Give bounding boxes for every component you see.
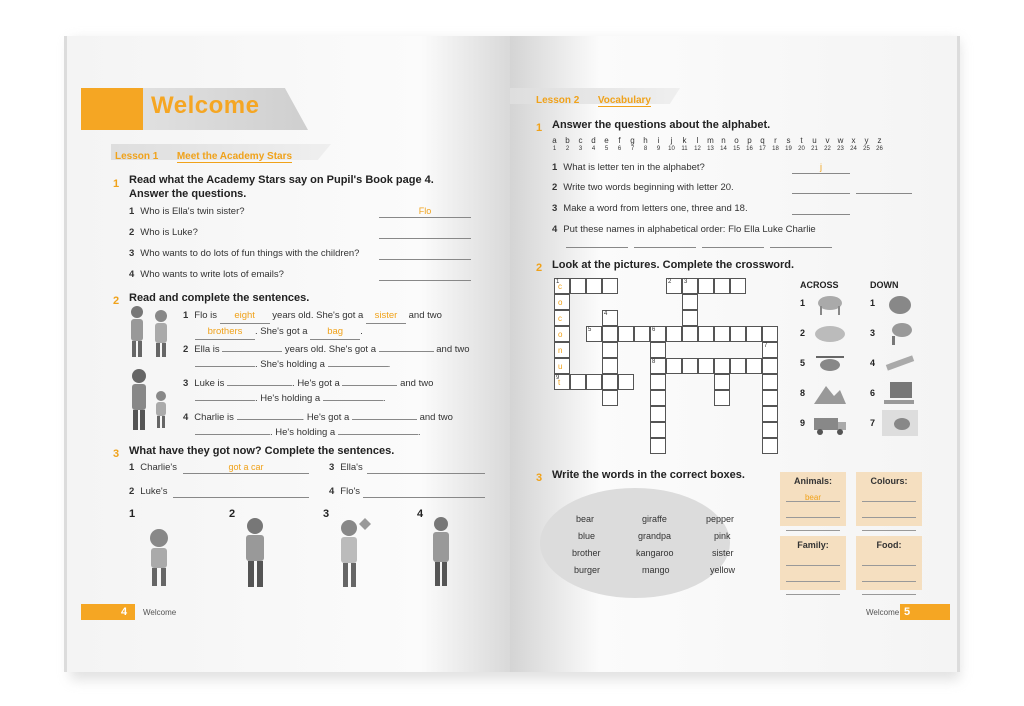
crossword-cell[interactable] — [650, 406, 666, 422]
crossword-number: 7 — [764, 343, 768, 349]
alphabet-number: 2 — [565, 146, 570, 152]
crossword-cell[interactable] — [650, 342, 666, 358]
alphabet-number: 15 — [733, 146, 740, 152]
crossword-cell[interactable] — [570, 278, 586, 294]
crossword-cell[interactable] — [762, 390, 778, 406]
alphabet-letter: k — [682, 136, 687, 145]
alphabet-letter: t — [800, 136, 803, 145]
crossword-number: 1 — [556, 279, 560, 285]
alphabet-letter: e — [604, 136, 609, 145]
word: giraffe — [642, 514, 667, 524]
exercise-1 — [113, 174, 119, 192]
question-row: 2 Write two words beginning with letter 20. — [552, 182, 734, 193]
word: pepper — [706, 514, 735, 524]
exercise-2-heading: Look at the pictures. Complete the crossword. — [552, 259, 795, 271]
alphabet-number: 1 — [552, 146, 557, 152]
alphabet-number: 6 — [617, 146, 622, 152]
boy-with-car-illustration — [143, 526, 183, 590]
exercise-1-heading: Answer the questions about the alphabet. — [552, 119, 771, 131]
alphabet-letter: a — [552, 136, 557, 145]
question-row: 2 Who is Luke? — [129, 227, 198, 238]
crossword-cell[interactable] — [650, 422, 666, 438]
alphabet-number: 10 — [668, 146, 675, 152]
lesson-label: Lesson 1 — [115, 151, 159, 162]
word: yellow — [710, 565, 736, 575]
footer-text: Welcome — [866, 608, 900, 617]
lesson-header — [536, 90, 651, 108]
crossword-cell[interactable] — [554, 326, 570, 342]
answer-line[interactable]: Flo — [379, 206, 471, 218]
answer-line[interactable] — [770, 236, 832, 248]
answer-line[interactable] — [367, 462, 485, 474]
alphabet-number: 24 — [850, 146, 857, 152]
word: bear — [576, 514, 595, 524]
crossword-cell[interactable] — [682, 294, 698, 310]
answer-line[interactable] — [379, 227, 471, 239]
crossword-cell[interactable] — [602, 342, 618, 358]
answer-line[interactable] — [856, 182, 912, 194]
alphabet-letter: z — [877, 136, 882, 145]
crossword-cell[interactable] — [698, 278, 714, 294]
crossword-cell[interactable] — [762, 422, 778, 438]
alphabet-number: 5 — [604, 146, 609, 152]
crossword-cell[interactable] — [682, 358, 698, 374]
crossword-cell[interactable] — [698, 326, 714, 342]
alphabet-number: 19 — [785, 146, 792, 152]
answer-line[interactable] — [792, 182, 850, 194]
alphabet-letter: x — [851, 136, 856, 145]
page-number: 4 — [121, 606, 128, 618]
alphabet-letter: u — [812, 136, 817, 145]
footer-text: Welcome — [143, 608, 177, 617]
answer-line[interactable] — [173, 486, 309, 498]
crossword-cell[interactable] — [602, 326, 618, 342]
alphabet-number: 25 — [863, 146, 870, 152]
exercise-1-heading: Read what the Academy Stars say on Pupil's Book page 4. — [129, 174, 434, 186]
lesson-title: Meet the Academy Stars — [176, 151, 293, 162]
helicopter-icon — [812, 350, 848, 376]
alphabet-letter: v — [825, 136, 830, 145]
alphabet-letter: o — [734, 136, 739, 145]
girl-illustration — [427, 514, 457, 594]
lesson-label: Lesson 2 — [536, 95, 580, 106]
crossword-cell[interactable] — [602, 278, 618, 294]
alphabet-number: 13 — [707, 146, 714, 152]
exercise-1-heading-2: Answer the questions. — [129, 188, 247, 200]
computer-icon — [882, 380, 918, 406]
truck-icon — [812, 410, 848, 436]
crossword-cell[interactable] — [554, 358, 570, 374]
mountain-icon — [812, 380, 848, 406]
crossword-cell[interactable] — [762, 374, 778, 390]
exercise-3: 3 — [113, 448, 120, 460]
crossword-number: 8 — [652, 359, 656, 365]
exercise-2: 2 — [113, 295, 120, 307]
word: brother — [572, 548, 601, 558]
alphabet-letter: m — [707, 136, 714, 145]
family-figures-illustration — [123, 304, 183, 444]
question-row: 1 What is letter ten in the alphabet? — [552, 162, 705, 173]
crossword-cell[interactable] — [762, 406, 778, 422]
alphabet-letter: d — [591, 136, 596, 145]
alphabet-number: 18 — [772, 146, 779, 152]
food-box[interactable]: Food: — [856, 536, 922, 590]
word: kangaroo — [636, 548, 674, 558]
lesson-header — [115, 146, 292, 164]
exercise-2-heading: Read and complete the sentences. — [129, 292, 310, 304]
crossword-cell[interactable] — [730, 326, 746, 342]
crossword-cell[interactable] — [618, 326, 634, 342]
alphabet-number: 7 — [630, 146, 635, 152]
exercise-3-heading: What have they got now? Complete the sentences. — [129, 445, 395, 457]
alphabet-number: 3 — [578, 146, 583, 152]
down-label: DOWN — [870, 280, 899, 290]
alphabet-letter: c — [578, 136, 583, 145]
crossword-cell[interactable] — [554, 342, 570, 358]
clue-number: 7 — [870, 418, 876, 428]
crossword-cell[interactable] — [746, 326, 762, 342]
crossword-cell[interactable] — [650, 438, 666, 454]
boy-illustration — [237, 514, 277, 594]
crossword-letter: o — [558, 330, 563, 339]
banner-block — [81, 88, 143, 130]
clue-number: 8 — [800, 388, 806, 398]
crossword-cell[interactable] — [570, 374, 586, 390]
alphabet-letters — [548, 136, 886, 145]
girl-with-kite-illustration — [333, 516, 373, 596]
crossword-letter: c — [558, 314, 562, 323]
word: sister — [712, 548, 734, 558]
crossword-cell[interactable] — [714, 326, 730, 342]
answer-line[interactable] — [702, 236, 764, 248]
crossword-cell[interactable] — [666, 358, 682, 374]
alphabet-number: 8 — [643, 146, 648, 152]
crossword-letter: n — [558, 346, 563, 355]
alphabet-number: 21 — [811, 146, 818, 152]
camel-icon — [812, 290, 848, 316]
page-title: Welcome — [151, 92, 260, 119]
word: mango — [642, 565, 670, 575]
crossword-cell[interactable] — [730, 358, 746, 374]
alphabet-number: 17 — [759, 146, 766, 152]
answer-line[interactable] — [634, 236, 696, 248]
exercise-3: 3 — [536, 472, 543, 484]
clue-number: 1 — [800, 298, 806, 308]
alphabet-letter: n — [721, 136, 726, 145]
crossword-cell[interactable] — [714, 358, 730, 374]
onion-icon — [882, 290, 918, 316]
crossword-cell[interactable] — [602, 374, 618, 390]
crossword-number: 2 — [668, 279, 672, 285]
clue-number: 9 — [800, 418, 806, 428]
alphabet-number: 22 — [824, 146, 831, 152]
crossword-cell[interactable] — [554, 294, 570, 310]
clue-number: 6 — [870, 388, 876, 398]
crossword-cell[interactable] — [634, 326, 650, 342]
crossword-cell[interactable] — [746, 358, 762, 374]
alphabet-number: 23 — [837, 146, 844, 152]
picture-number: 4 — [417, 508, 424, 520]
crossword-number: 3 — [684, 279, 688, 285]
crossword-cell[interactable] — [698, 358, 714, 374]
word: grandpa — [638, 531, 672, 541]
crossword-letter: t — [558, 378, 561, 387]
page-number: 5 — [904, 606, 911, 618]
alphabet-number: 16 — [746, 146, 753, 152]
crossword-letter: c — [558, 282, 562, 291]
colours-box[interactable]: Colours: — [856, 472, 922, 526]
alphabet-letter: b — [565, 136, 570, 145]
ex3-item: 3 Ella's — [329, 462, 363, 473]
across-label: ACROSS — [800, 280, 839, 290]
clue-number: 5 — [800, 358, 806, 368]
word: blue — [578, 531, 596, 541]
lesson-title: Vocabulary — [597, 95, 651, 106]
crossword-number: 6 — [652, 327, 656, 333]
crossword-cell[interactable] — [602, 358, 618, 374]
picture-number: 2 — [229, 508, 236, 520]
answer-line[interactable]: got a car — [183, 462, 309, 474]
alphabet-letter: f — [618, 136, 621, 145]
ex3-item: 2 Luke's — [129, 486, 168, 497]
crossword-cell[interactable] — [762, 358, 778, 374]
crossword-cell[interactable] — [554, 310, 570, 326]
crossword-cell[interactable] — [682, 326, 698, 342]
crossword-cell[interactable] — [586, 278, 602, 294]
exercise-2: 2 — [536, 262, 543, 274]
answer-line[interactable] — [379, 248, 471, 260]
crossword-number: 5 — [588, 327, 592, 333]
crossword-cell[interactable] — [650, 374, 666, 390]
ex3-item: 1 Charlie's — [129, 462, 177, 473]
crossword-cell[interactable] — [762, 438, 778, 454]
answer-line[interactable] — [363, 486, 485, 498]
exercise-number: 1 — [113, 178, 120, 190]
alphabet-letter: q — [760, 136, 765, 145]
right-page — [510, 36, 960, 672]
alphabet-letter: h — [643, 136, 648, 145]
sentence-4: 4 Charlie is . He's got a and two . He's holding a . — [183, 412, 453, 438]
crossword-letter: u — [558, 362, 563, 371]
crossword-number: 4 — [604, 311, 608, 317]
word-cloud — [540, 488, 730, 598]
exercise-1: 1 — [536, 122, 543, 134]
crossword-cell[interactable] — [730, 278, 746, 294]
alphabet-number: 12 — [694, 146, 701, 152]
question-row: 3 Who wants to do lots of fun things with the children? — [129, 248, 360, 259]
crossword-cell[interactable] — [714, 390, 730, 406]
picture-number: 1 — [129, 508, 136, 520]
lamp-icon — [882, 320, 918, 346]
alphabet-number: 20 — [798, 146, 805, 152]
crossword-cell[interactable] — [618, 374, 634, 390]
alphabet-number: 14 — [720, 146, 727, 152]
crossword-number: 9 — [556, 375, 560, 381]
crossword-cell[interactable] — [714, 374, 730, 390]
crossword-letter: o — [558, 298, 563, 307]
alphabet-letter: s — [786, 136, 791, 145]
alphabet-number: 4 — [591, 146, 596, 152]
alphabet-number: 11 — [681, 146, 688, 152]
alphabet-numbers — [548, 146, 886, 152]
alphabet-letter: g — [630, 136, 635, 145]
crossword-cell[interactable] — [586, 374, 602, 390]
question-row: 4 Put these names in alphabetical order: Flo Ella Luke Charlie — [552, 224, 816, 235]
answer-line[interactable]: j — [792, 162, 850, 174]
family-box[interactable]: Family: — [780, 536, 846, 590]
alphabet-letter: y — [864, 136, 869, 145]
picture-number: 3 — [323, 508, 330, 520]
alphabet-letter: i — [657, 136, 660, 145]
question-row: 4 Who wants to write lots of emails? — [129, 269, 284, 280]
clue-number: 4 — [870, 358, 876, 368]
question-row: 3 Make a word from letters one, three and 18. — [552, 203, 748, 214]
pencil-icon — [882, 350, 918, 376]
word: burger — [574, 565, 601, 575]
alphabet-letter: w — [837, 136, 844, 145]
clue-number: 2 — [800, 328, 806, 338]
animals-box[interactable]: Animals: bear — [780, 472, 846, 526]
alphabet-number: 9 — [656, 146, 661, 152]
sentence-2: 2 Ella is years old. She's got a and two . She's holding a . — [183, 344, 470, 370]
alphabet-number: 26 — [876, 146, 883, 152]
question-row: 1 Who is Ella's twin sister? — [129, 206, 245, 217]
answer-line[interactable] — [792, 203, 850, 215]
alphabet-letter: j — [670, 136, 673, 145]
bird-icon — [882, 410, 918, 436]
clue-number: 1 — [870, 298, 876, 308]
alphabet-letter: l — [696, 136, 699, 145]
exercise-3-heading: Write the words in the correct boxes. — [552, 469, 745, 481]
answer-line[interactable] — [566, 236, 628, 248]
crossword-cell[interactable] — [682, 310, 698, 326]
crossword-cell[interactable] — [714, 278, 730, 294]
answer-line[interactable] — [379, 269, 471, 281]
alphabet-letter: p — [747, 136, 752, 145]
clue-number: 3 — [870, 328, 876, 338]
cloud-icon — [812, 320, 848, 346]
crossword-cell[interactable] — [650, 390, 666, 406]
left-page — [64, 36, 510, 672]
sentence-1: 1 Flo is eight years old. She's got a sister and two brothers . She's got a bag . — [183, 308, 473, 340]
word: pink — [714, 531, 731, 541]
crossword-cell[interactable] — [762, 326, 778, 342]
alphabet-letter: r — [774, 136, 777, 145]
sentence-3: 3 Luke is . He's got a and two . He's holding a . — [183, 378, 434, 404]
crossword-cell[interactable] — [602, 390, 618, 406]
ex3-item: 4 Flo's — [329, 486, 361, 497]
crossword-cell[interactable] — [666, 326, 682, 342]
